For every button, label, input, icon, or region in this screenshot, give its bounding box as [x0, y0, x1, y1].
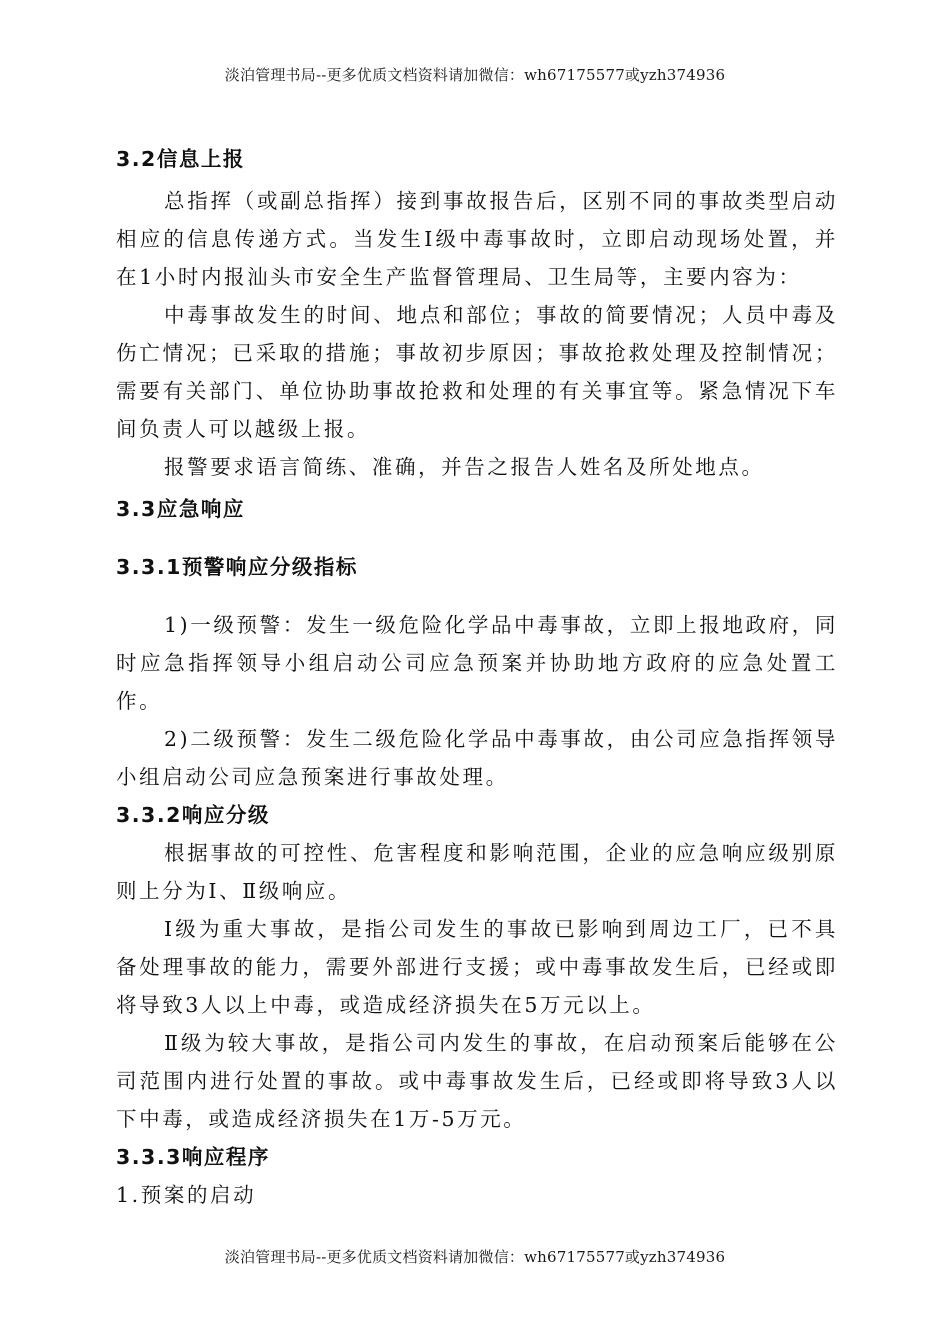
- section-3-3-1-title: 3.3.1预警响应分级指标: [116, 555, 358, 579]
- section-3-2-paragraph-2: 中毒事故发生的时间、地点和部位；事故的简要情况；人员中毒及伤亡情况；已采取的措施；事故初步原因；事故抢救处理及控制情况；需要有关部门、单位协助事故抢救和处理的有关事宜等。紧急情况下车间负责人可以越级上报。: [116, 303, 838, 441]
- section-3-3-3-title: 3.3.3响应程序: [116, 1145, 270, 1169]
- section-3-3-2-title: 3.3.2响应分级: [116, 803, 270, 827]
- section-3-2-paragraph-1: 总指挥（或副总指挥）接到事故报告后，区别不同的事故类型启动相应的信息传递方式。当发生Ⅰ级中毒事故时，立即启动现场处置，并在1小时内报汕头市安全生产监督管理局、卫生局等，主要内容为：: [116, 189, 838, 289]
- section-3-3-1-paragraph-1: 1)一级预警：发生一级危险化学品中毒事故，立即上报地政府，同时应急指挥领导小组启动公司应急预案并协助地方政府的应急处置工作。: [116, 613, 838, 713]
- section-3-3-2-paragraph-2: Ⅰ级为重大事故，是指公司发生的事故已影响到周边工厂，已不具备处理事故的能力，需要外部进行支援；或中毒事故发生后，已经或即将导致3人以上中毒，或造成经济损失在5万元以上。: [116, 917, 838, 1017]
- page-header: 淡泊管理书局--更多优质文档资料请加微信：wh67175577或yzh374936: [224, 66, 726, 84]
- section-3-2-paragraph-3: 报警要求语言简练、准确，并告之报告人姓名及所处地点。: [164, 455, 765, 479]
- page-footer: 淡泊管理书局--更多优质文档资料请加微信：wh67175577或yzh374936: [224, 1248, 726, 1266]
- document-body: [116, 140, 838, 1214]
- section-3-3-2-paragraph-3: Ⅱ级为较大事故，是指公司内发生的事故，在启动预案后能够在公司范围内进行处置的事故。或中毒事故发生后，已经或即将导致3人以下中毒，或造成经济损失在1万-5万元。: [116, 1031, 838, 1131]
- section-3-3-title: 3.3应急响应: [116, 497, 245, 521]
- section-3-3-3-item-1: 1.预案的启动: [116, 1183, 257, 1207]
- section-3-3-2-paragraph-1: 根据事故的可控性、危害程度和影响范围，企业的应急响应级别原则上分为Ⅰ、Ⅱ级响应。: [116, 841, 838, 903]
- section-3-2-title: 3.2信息上报: [116, 147, 245, 171]
- section-3-3-1-paragraph-2: 2)二级预警：发生二级危险化学品中毒事故，由公司应急指挥领导小组启动公司应急预案进行事故处理。: [116, 727, 838, 789]
